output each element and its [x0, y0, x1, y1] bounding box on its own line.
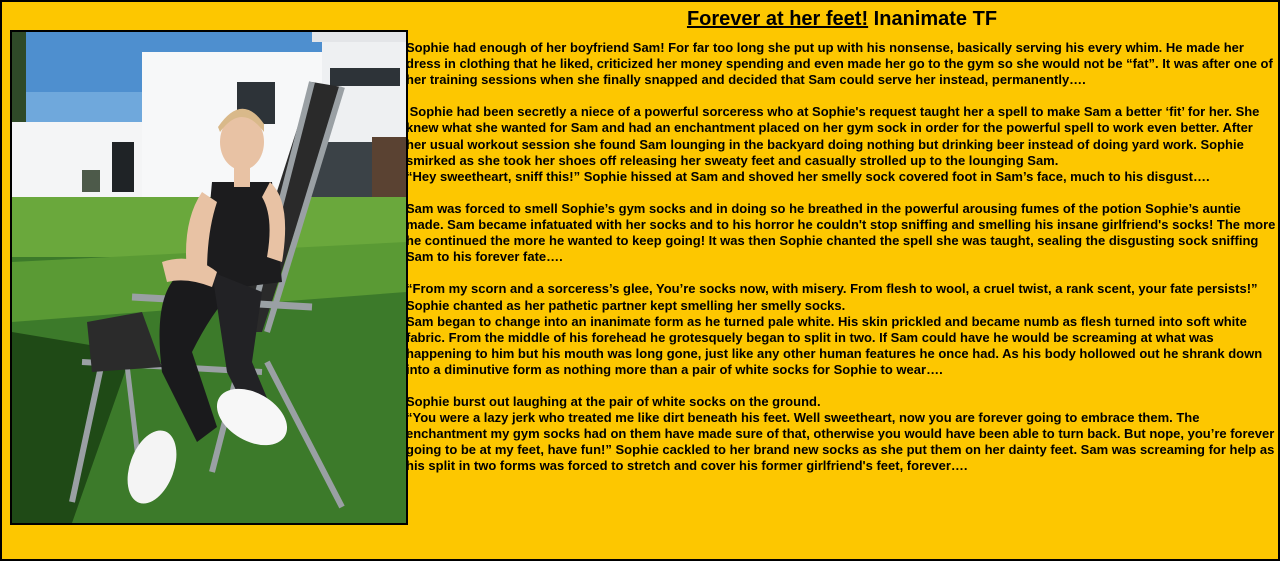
photo-frame — [10, 30, 408, 525]
story-text — [406, 40, 1280, 475]
title-underlined: Forever at her feet! — [686, 8, 869, 30]
story-paragraph-1: Sophie had enough of her boyfriend Sam! For far too long she put up with his nonsense, basically serving his every whim. He made her dress in clothing that he liked, criticized her money spending and even made her go to the gym so she would not be “fat”. It was after one of her training sessions when she finally snapped and decided that Sam could serve her instead, permanently…. — [406, 40, 1277, 88]
title-rest: Inanimate TF — [868, 8, 998, 30]
story-paragraph-4: Sam was forced to smell Sophie’s gym socks and in doing so he breathed in the powerful arousing fumes of the potion Sophie’s auntie made. Sam became infatuated with her socks and to his horror he couldn't stop sniffing and smelling his insane girlfriend's socks! The more he continued the more he wanted to keep going! It was then Sophie chanted the spell she was taught, sealing the disgusting sock sniffing Sam to his forever fate…. — [406, 200, 1280, 265]
story-paragraph-8: “You were a lazy jerk who treated me like dirt beneath his feet. Well sweetheart, now you are forever going to embrace them. The enchantment my gym socks had on them have made sure of that, otherwise you would have been able to turn back. But nope, you’re forever going to be at my feet, have fun!” Sophie cackled to her brand new socks as she put them on her dainty feet. Sam was screaming for help as his split in two forms was forced to stretch and cover his former girlfriend's feet, forever…. — [406, 410, 1278, 474]
story-paragraph-2: Sophie had been secretly a niece of a powerful sorceress who at Sophie's request taught her a spell to make Sam a better ‘fit’ for her. She knew what she wanted for Sam and had an enchantment placed on her gym sock in order for the powerful spell to work even better. After her usual workout session she found Sam lounging in the backyard doing nothing but drinking beer instead of doing yard work. Sophie smirked as she took her shoes off releasing her sweaty feet and casually strolled up to the lounging Sam. — [406, 104, 1264, 168]
story-paragraph-3: “Hey sweetheart, sniff this!” Sophie hissed at Sam and shoved her smelly sock covered foot in Sam’s face, much to his disgust…. — [406, 168, 1210, 184]
page-title — [406, 6, 1278, 32]
story-paragraph-6: Sam began to change into an inanimate form as he turned pale white. His skin prickled and became numb as flesh turned into soft white fabric. From the middle of his forehead he grotesquely began to split in two. If Sam could have he would be screaming at what was happening to him but his mouth was long gone, just like any other human features he once had. As his body hollowed out he shrank down into a diminutive form as nothing more than a pair of white socks for Sophie to wear…. — [406, 313, 1266, 377]
story-paragraph-5: “From my scorn and a sorceress’s glee, You’re socks now, with misery. From flesh to wool, a cruel twist, a rank scent, your fate persists!” Sophie chanted as her pathetic partner kept smelling her smelly socks. — [406, 281, 1262, 313]
caption-page — [2, 2, 1278, 559]
story-paragraph-7: Sophie burst out laughing at the pair of white socks on the ground. — [406, 394, 821, 410]
woman-in-lawn-chair-photo — [12, 32, 406, 523]
